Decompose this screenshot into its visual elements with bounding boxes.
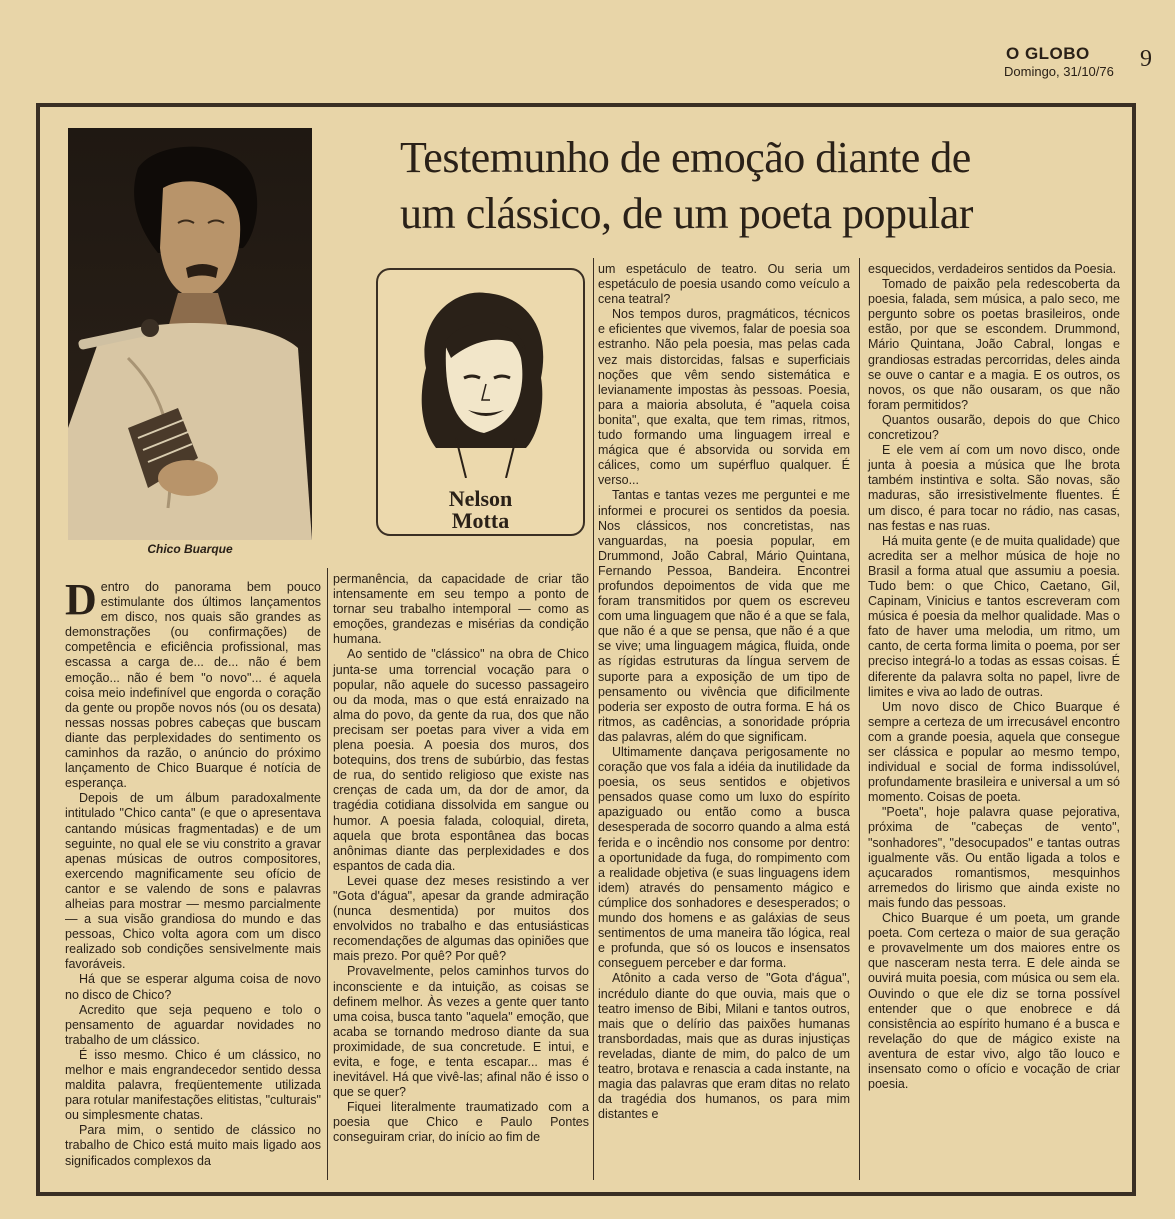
author-name xyxy=(378,488,583,532)
paragraph: Quantos ousarão, depois do que Chico concretizou? xyxy=(868,412,1120,443)
masthead xyxy=(1000,44,1160,84)
drop-cap: D xyxy=(65,575,97,624)
column-rule-2 xyxy=(593,258,594,1180)
paragraph: Atônito a cada verso de "Gota d'água", incrédulo diante do que ouvia, mais que o teatro imenso de Bibi, Milani e tantos outros, mais que o delírio das paixões humanas transbordadas, mais que as duras injustiças reveladas, diante de mim, do palco de um teatro, brotava e renascia a cada instante, na magia das palavras que eram ditas no relato da tragédia dos humanos, os para mim distantes e xyxy=(598,971,850,1122)
paragraph: um espetáculo de teatro. Ou seria um espetáculo de poesia usando como veículo a cena teatral? xyxy=(598,262,850,307)
paragraph: esquecidos, verdadeiros sentidos da Poesia. xyxy=(868,262,1117,276)
column-rule-1 xyxy=(327,568,328,1180)
paragraph: permanência, da capacidade de criar tão intensamente em seu tempo a ponto de tornar seu trabalho intemporal — como as emoções, grandezas e misérias da condição humana. xyxy=(333,572,589,647)
newspaper-name: O GLOBO xyxy=(1006,44,1090,63)
paragraph: Levei quase dez meses resistindo a ver "Gota d'água", apesar da grande admiração (nunca desmentida) por muitos dos envolvidos no trabalho e das entusiásticas recomendações de algumas das opiniões que mais prezo. Por quê? Por quê? xyxy=(333,873,589,964)
author-last-name: Motta xyxy=(451,508,510,533)
paragraph: Tomado de paixão pela redescoberta da poesia, falada, sem música, a palo seco, me pergunto sobre os poetas brasileiros, onde estão, por que se escondem. Drummond, Mário Quintana, João Cabral, longas e grandiosas estradas percorridas, deles ainda se ouve o cantar e a magia. E os outros, os novos, os que não ousaram, os que não foram permitidos? xyxy=(868,277,1120,412)
photo-caption: Chico Buarque xyxy=(147,542,233,556)
chico-buarque-photo xyxy=(68,128,312,540)
paragraph: Ao sentido de "clássico" na obra de Chico junta-se uma torrencial vocação para o popular, não aquele do sucesso passageiro ou da moda, mas o que está enraizado na alma do povo, da gente da rua, dos que não precisam ser poetas para viver a vida em plena poesia. A poesia dos muros, dos botequins, dos trens de subúrbio, das festas de rua, do sentido religioso que existe nas crenças de cada um, da dor de amor, da tragédia cotidiana dissolvida em sangue ou humor. A poesia falada, coloquial, direta, aquela que brota espontânea das bocas anônimas diante das perplexidades e dos espantos de cada dia. xyxy=(333,647,589,873)
article-column-1 xyxy=(65,575,321,1169)
paragraph: Para mim, o sentido de clássico no trabalho de Chico está muito mais ligado aos significados complexos da xyxy=(65,1123,321,1168)
paragraph: Há que se esperar alguma coisa de novo no disco de Chico? xyxy=(65,972,321,1002)
paragraph: Nos tempos duros, pragmáticos, técnicos e eficientes que vivemos, falar de poesia soa estranho. Não pela poesia, mas pelas cada vez mais distorcidas, falsas e superficiais noções que vêm sendo sistemática e levianamente impostas às pessoas. Poesia, para a maioria absoluta, é "aquela coisa bonita", que exalta, que tem rimas, ritmos, tudo formando uma linguagem irreal e mágica que é absorvida ou sorvida em cálices, como um supérfluo qualquer. É verso... xyxy=(598,307,850,488)
paragraph: É isso mesmo. Chico é um clássico, no melhor e mais engrandecedor sentido dessa maldita palavra, freqüentemente utilizada para rotular manifestações elitistas, "culturais" ou simplesmente chatas. xyxy=(65,1047,321,1123)
paragraph: Fiquei literalmente traumatizado com a poesia que Chico e Paulo Pontes conseguiram criar, do início ao fim de xyxy=(333,1100,589,1145)
paragraph: Há muita gente (e de muita qualidade) que acredita ser a melhor música de hoje no Brasil a forma atual que assumiu a poesia. Tudo bem: o que Chico, Caetano, Gil, Capinam, Vinicius e tantos escreveram com música é poesia da melhor qualidade. Mas o fato de haver uma melodia, um ritmo, um canto, de certa forma limita o poema, por ser preciso integrá-lo a todas as essas coisas. É diferente da palavra solta no papel, livre de limites e viva ao lado de outras. xyxy=(868,533,1120,699)
paragraph: Ultimamente dançava perigosamente no coração que vos fala a idéia da inutilidade da poesia, os seus sentidos e objetivos pensados quase como um luxo do espírito apaziguado ou então como a busca desesperada de socorro quando a alma está ferida e o incêndio nos consome por dentro: a oportunidade da fuga, do rompimento com a realidade objetiva (e suas linguagens idem idem) através do pensamento mágico e cúmplice dos sonhadores e desesperados; o mundo dos homens e as galáxias de seus sentimentos de uma maneira tão lógica, real e profunda, que só os loucos e insensatos conseguem perceber e dar forma. xyxy=(598,745,850,971)
paragraph: "Poeta", hoje palavra quase pejorativa, próxima de "cabeças de vento", "sonhadores", "desocupados" e tantas outras igualmente vãs. Ou então ligada a tolos e açucarados romantismos, mesquinhos arremedos do lirismo que ainda existe no mais fundo das pessoas. xyxy=(868,805,1120,910)
column-rule-3 xyxy=(859,258,860,1180)
article-column-3 xyxy=(598,262,850,1122)
paragraph: Acredito que seja pequeno e tolo o pensamento de aguardar novidades no trabalho de um clássico. xyxy=(65,1002,321,1047)
paragraph: Provavelmente, pelos caminhos turvos do inconsciente e da intuição, as coisas se definem melhor. Às vezes a gente quer tanto uma coisa, busca tanto "aquela" emoção, que acaba se tornando medroso diante da sua proximidade, de sua concretude. E intui, e evita, e foge, e tenta escapar... mas é inevitável. Há que vivê-las; afinal não é isso o que se quer? xyxy=(333,964,589,1100)
headline-line-2: um clássico, de um poeta popular xyxy=(400,189,973,238)
paragraph: E ele vem aí com um novo disco, onde junta à poesia a música que lhe brota também instintiva e solta. São novas, são maduras, são irresistivelmente fluentes. É um disco, é para tocar no rádio, nas casas, nas festas e nas ruas. xyxy=(868,443,1120,533)
paragraph: Chico Buarque é um poeta, um grande poeta. Com certeza o maior de sua geração e provavelmente um dos maiores entre os que nasceram nesta terra. E dele ainda se ouvirá muita poesia, com música ou sem ela. Ouvindo o que ele diz se torna possível entender que o que enobrece e dá consistência ao espírito humano é a busca e revelação do que de mágico existe na aventura de estar vivo, algo tão louco e insensato como o ofício e vocação de criar poesia. xyxy=(868,911,1120,1092)
author-first-name: Nelson xyxy=(448,486,513,511)
author-box xyxy=(376,268,585,536)
headline xyxy=(400,130,1120,242)
paragraph: Depois de um álbum paradoxalmente intitulado "Chico canta" (e que o apresentava cantando músicas fragmentadas) e de um seguinte, no qual ele se viu constrito a gravar apenas músicas de outros compositores, exercendo magnificamente seu ofício de cantor e se valendo de sons e palavras alheias para mostrar — mesmo parcialmente — a sua visão grandiosa do mundo e das pessoas, Chico volta agora com um disco realizado sob condições sensivelmente mais favoráveis. xyxy=(65,791,321,972)
paragraph: Dentro do panorama bem pouco estimulante dos últimos lançamentos em disco, nos quais são grandes as demonstrações (ou confirmações) de competência e eficiência profissional, mas escassa a carga de... de... não é bem emoção... não é bem "o novo"... é aquela coisa meio indefinível que engorda o coração da gente ou propõe novos nós (ou os desata) nessas nossas pobres cabeças que buscam diante das perplexidades do sentimento os caminhos da razão, o anúncio do próximo lançamento de Chico Buarque é notícia de esperança. xyxy=(65,575,321,791)
paragraph: Tantas e tantas vezes me perguntei e me informei e procurei os sentidos da poesia. Nos clássicos, nos concretistas, nas vanguardas, na poesia popular, em Drummond, João Cabral, Mário Quintana, Fernando Pessoa, Bandeira. Encontrei profundos depoimentos de vida que me foram transmitidos por quem os escreveu com uma linguagem que não é a que se fala, que não é a que se pensa, que não é a que se vive; uma linguagem mágica, fluida, onde as rígidas estruturas da língua servem de suporte para a exposição de um tipo de pensamento ou vivência que dificilmente poderia ser exposto de outra forma. E há os ritmos, as cadências, a sonoridade própria das palavras, além do que significam. xyxy=(598,488,850,744)
headline-line-1: Testemunho de emoção diante de xyxy=(400,133,971,182)
issue-date: Domingo, 31/10/76 xyxy=(1004,64,1114,79)
article-column-4 xyxy=(868,262,1120,1092)
page-number: 9 xyxy=(1140,46,1152,72)
paragraph: Um novo disco de Chico Buarque é sempre a certeza de um irrecusável encontro com a grande poesia, aquela que consegue ser clássica e popular ao mesmo tempo, individual e social de forma indissolúvel, profundamente brasileira e universal a um só momento. Coisas de poeta. xyxy=(868,699,1120,805)
article-column-2 xyxy=(333,572,589,1146)
author-portrait-sketch xyxy=(406,288,556,478)
